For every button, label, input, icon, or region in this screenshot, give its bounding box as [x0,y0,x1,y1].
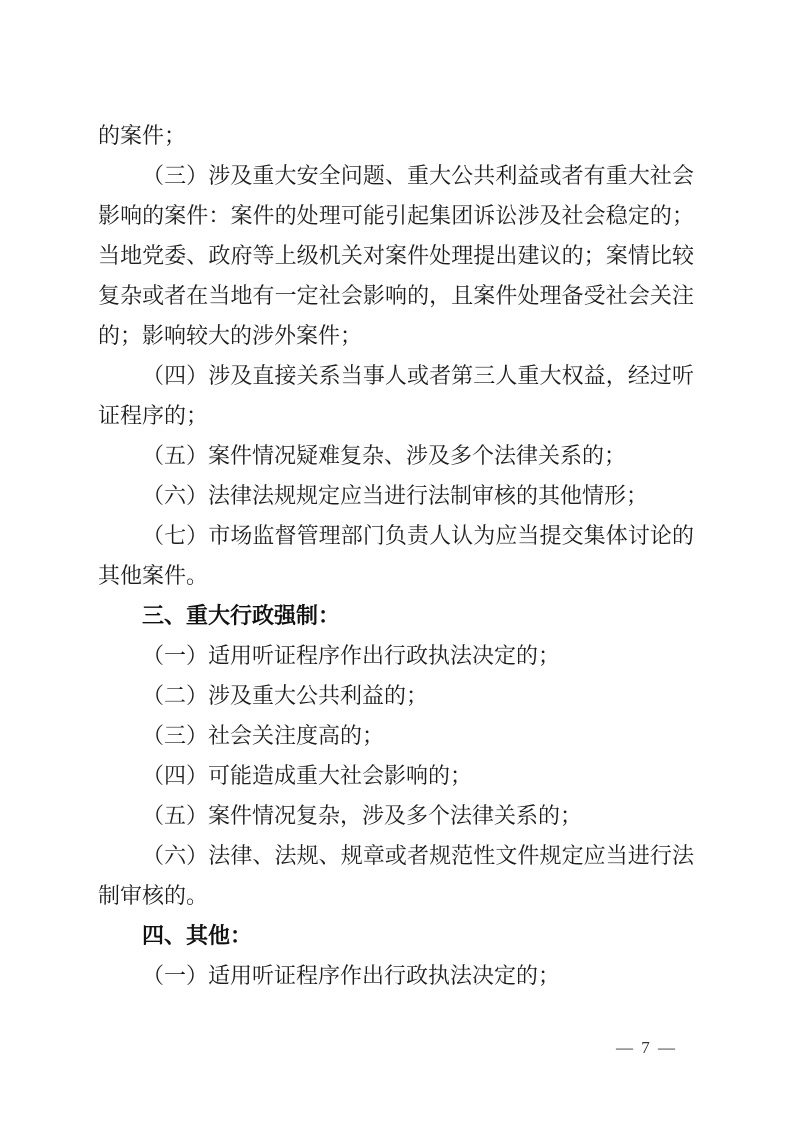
paragraph: （二）涉及重大公共利益的； [142,683,429,708]
paragraph: （三）涉及重大安全问题、重大公共利益或者有重大社会影响的案件：案件的处理可能引起集团诉讼涉及社会稳定的；当地党委、政府等上级机关对案件处理提出建议的；案情比较复杂或者在当地有一定社会影响的，且案件处理备受社会关注的；影响较大的涉外案件； [98,163,694,348]
paragraph: （一）适用听证程序作出行政执法决定的； [142,963,561,988]
document-body [98,116,694,996]
paragraph: （一）适用听证程序作出行政执法决定的； [142,643,561,668]
paragraph: （三）社会关注度高的； [142,723,385,748]
paragraph: （七）市场监督管理部门负责人认为应当提交集体讨论的其他案件。 [98,523,694,588]
paragraph: （六）法律、法规、规章或者规范性文件规定应当进行法制审核的。 [98,843,694,908]
section-heading: 四、其他： [142,923,253,948]
paragraph: （五）案件情况疑难复杂、涉及多个法律关系的； [142,443,627,468]
paragraph: （五）案件情况复杂，涉及多个法律关系的； [142,803,583,828]
paragraph: 的案件； [98,123,187,148]
page-number: — 7 — [616,1038,677,1057]
paragraph: （四）涉及直接关系当事人或者第三人重大权益，经过听证程序的； [98,363,694,428]
paragraph: （四）可能造成重大社会影响的； [142,763,473,788]
paragraph: （六）法律法规规定应当进行法制审核的其他情形； [142,483,649,508]
section-heading: 三、重大行政强制： [142,603,341,628]
